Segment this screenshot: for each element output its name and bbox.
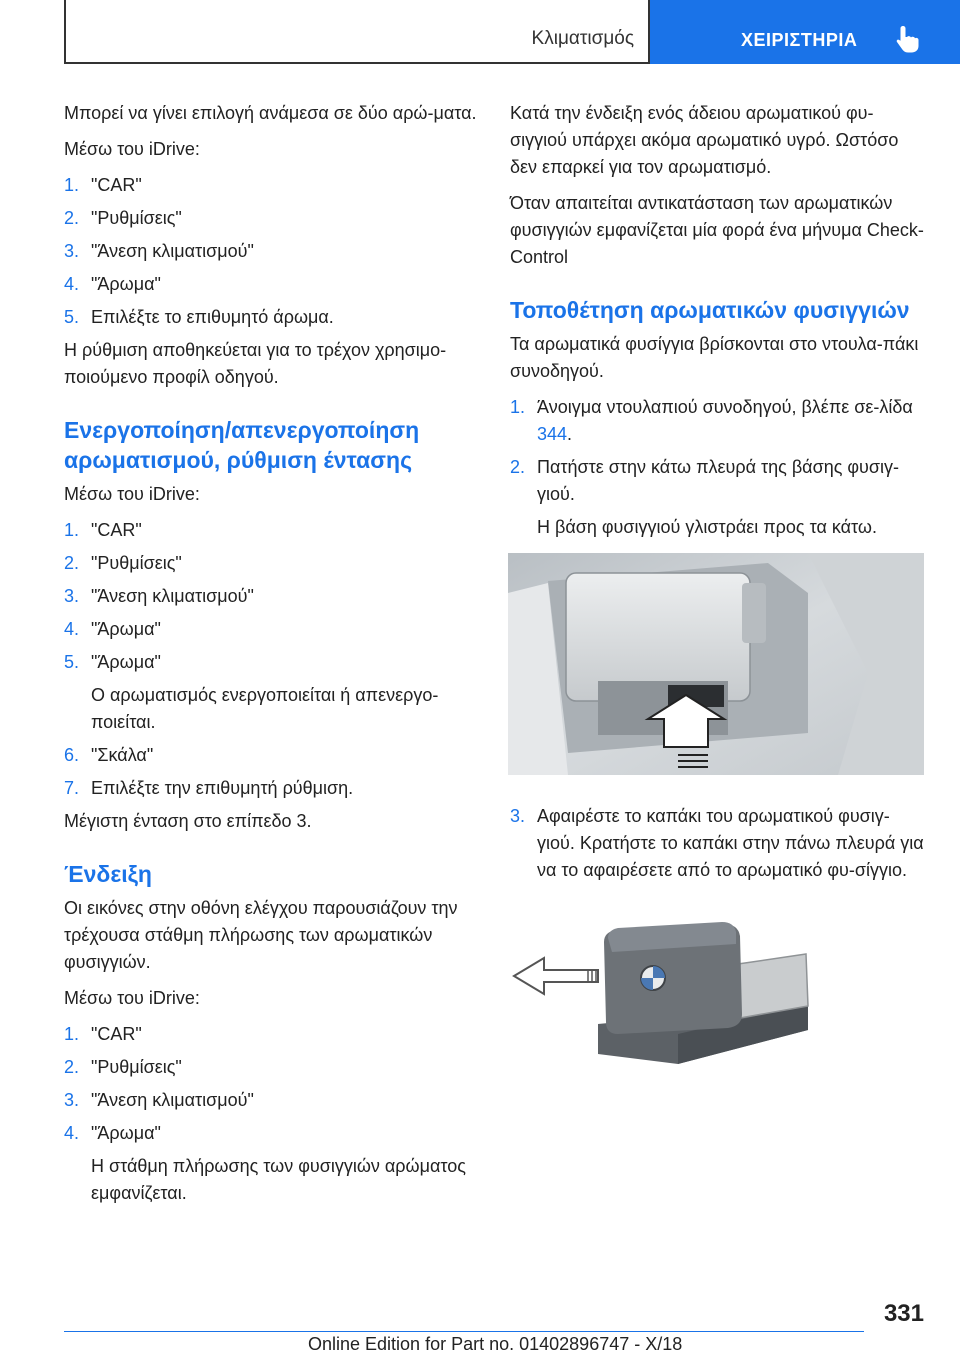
- glovebox-photo: [508, 553, 926, 783]
- steps-list-display: [64, 1021, 496, 1207]
- list-item: 1. "CAR": [64, 1024, 142, 1044]
- list-item: 2. Πατήστε στην κάτω πλευρά της βάσης φυσιγ-γιού. Η βάση φυσιγγιού γλιστράει προς τα κάτω.: [510, 454, 926, 541]
- empty-indicator-paragraph: Κατά την ένδειξη ενός άδειου αρωματικού φυ-σιγγιού υπάρχει ακόμα αρωματικό υγρό. Ωστόσο δεν επαρκεί για τον αρωματισμό.: [510, 103, 899, 177]
- cartridge-illustration: [508, 914, 926, 1092]
- step-note: Ο αρωματισμός ενεργοποιείται ή απενεργο-ποιείται.: [91, 685, 439, 732]
- list-item: 5. "Άρωμα" Ο αρωματισμός ενεργοποιείται ή απενεργο-ποιείται.: [64, 649, 496, 736]
- step-note: Η βάση φυσιγγιού γλιστράει προς τα κάτω.: [537, 517, 877, 537]
- list-item: 6. "Σκάλα": [64, 745, 154, 765]
- max-intensity-note: Μέγιστη ένταση στο επίπεδο 3.: [64, 811, 312, 831]
- location-paragraph: Τα αρωματικά φυσίγγια βρίσκονται στο ντουλα-πάκι συνοδηγού.: [510, 334, 919, 381]
- section-tab-label: ΧΕΙΡΙΣΤΗΡΙΑ: [741, 30, 858, 50]
- idrive-label: Μέσω του iDrive:: [64, 484, 200, 504]
- step-note: Η στάθμη πλήρωσης των φυσιγγιών αρώματος εμφανίζεται.: [91, 1156, 466, 1203]
- right-column: [510, 100, 926, 1112]
- left-column: [64, 100, 496, 1213]
- steps-list-insert: [510, 394, 926, 541]
- list-item: 2. "Ρυθμίσεις": [64, 208, 182, 228]
- chapter-title: Κλιματισμός: [531, 28, 634, 49]
- header-chapter-box: [64, 0, 650, 64]
- list-item: 1. "CAR": [64, 520, 142, 540]
- list-item: 3. Αφαιρέστε το καπάκι του αρωματικού φυσιγ-γιού. Κρατήστε το καπάκι στην πάνω πλευρά για να το αφαιρέσετε από το αρωματικό φυ-σίγγιο.: [510, 806, 924, 880]
- list-item: 4. "Άρωμα": [64, 274, 161, 294]
- profile-note: Η ρύθμιση αποθηκεύεται για το τρέχον χρησιμο-ποιούμενο προφίλ οδηγού.: [64, 340, 447, 387]
- list-item: 4. "Άρωμα": [64, 619, 161, 639]
- steps-list-aroma-select: [64, 172, 496, 331]
- list-item: 5. Επιλέξτε το επιθυμητό άρωμα.: [64, 307, 334, 327]
- list-item: 3. "Άνεση κλιματισμού": [64, 1090, 254, 1110]
- replacement-paragraph: Όταν απαιτείται αντικατάσταση των αρωματικών φυσιγγιών εμφανίζεται μία φορά ένα μήνυμα Check-Control: [510, 193, 924, 267]
- list-item: 1. Άνοιγμα ντουλαπιού συνοδηγού, βλέπε σε-λίδα 344.: [510, 397, 913, 444]
- edition-label: Online Edition for Part no. 01402896747 - X/18: [308, 1334, 683, 1354]
- idrive-label: Μέσω του iDrive:: [64, 988, 200, 1008]
- page-reference-link[interactable]: 344: [537, 424, 568, 444]
- display-paragraph: Οι εικόνες στην οθόνη ελέγχου παρουσιάζουν την τρέχουσα στάθμη πλήρωσης των αρωματικών φυσιγγιών.: [64, 898, 458, 972]
- idrive-label: Μέσω του iDrive:: [64, 139, 200, 159]
- list-item: 7. Επιλέξτε την επιθυμητή ρύθμιση.: [64, 778, 354, 798]
- list-item: 3. "Άνεση κλιματισμού": [64, 586, 254, 606]
- list-item: 2. "Ρυθμίσεις": [64, 553, 182, 573]
- list-item: 3. "Άνεση κλιματισμού": [64, 241, 254, 261]
- steps-list-activation: [64, 517, 496, 802]
- list-item: 1. "CAR": [64, 175, 142, 195]
- hand-pointer-icon: [894, 24, 922, 54]
- footer-divider: [64, 1331, 864, 1332]
- steps-list-remove-cap: [510, 803, 926, 884]
- list-item: 2. "Ρυθμίσεις": [64, 1057, 182, 1077]
- page-number: 331: [883, 1300, 924, 1327]
- list-item: 4. "Άρωμα" Η στάθμη πλήρωσης των φυσιγγιών αρώματος εμφανίζεται.: [64, 1120, 496, 1207]
- intro-paragraph: Μπορεί να γίνει επιλογή ανάμεσα σε δύο αρώ-ματα.: [64, 103, 477, 123]
- heading-display: Ένδειξη: [64, 861, 152, 887]
- section-tab[interactable]: [650, 0, 960, 64]
- heading-activation: Ενεργοποίηση/απενεργοποίηση αρωματισμού, ρύθμιση έντασης: [64, 417, 420, 473]
- heading-insert-cartridges: Τοποθέτηση αρωματικών φυσιγγιών: [510, 297, 910, 323]
